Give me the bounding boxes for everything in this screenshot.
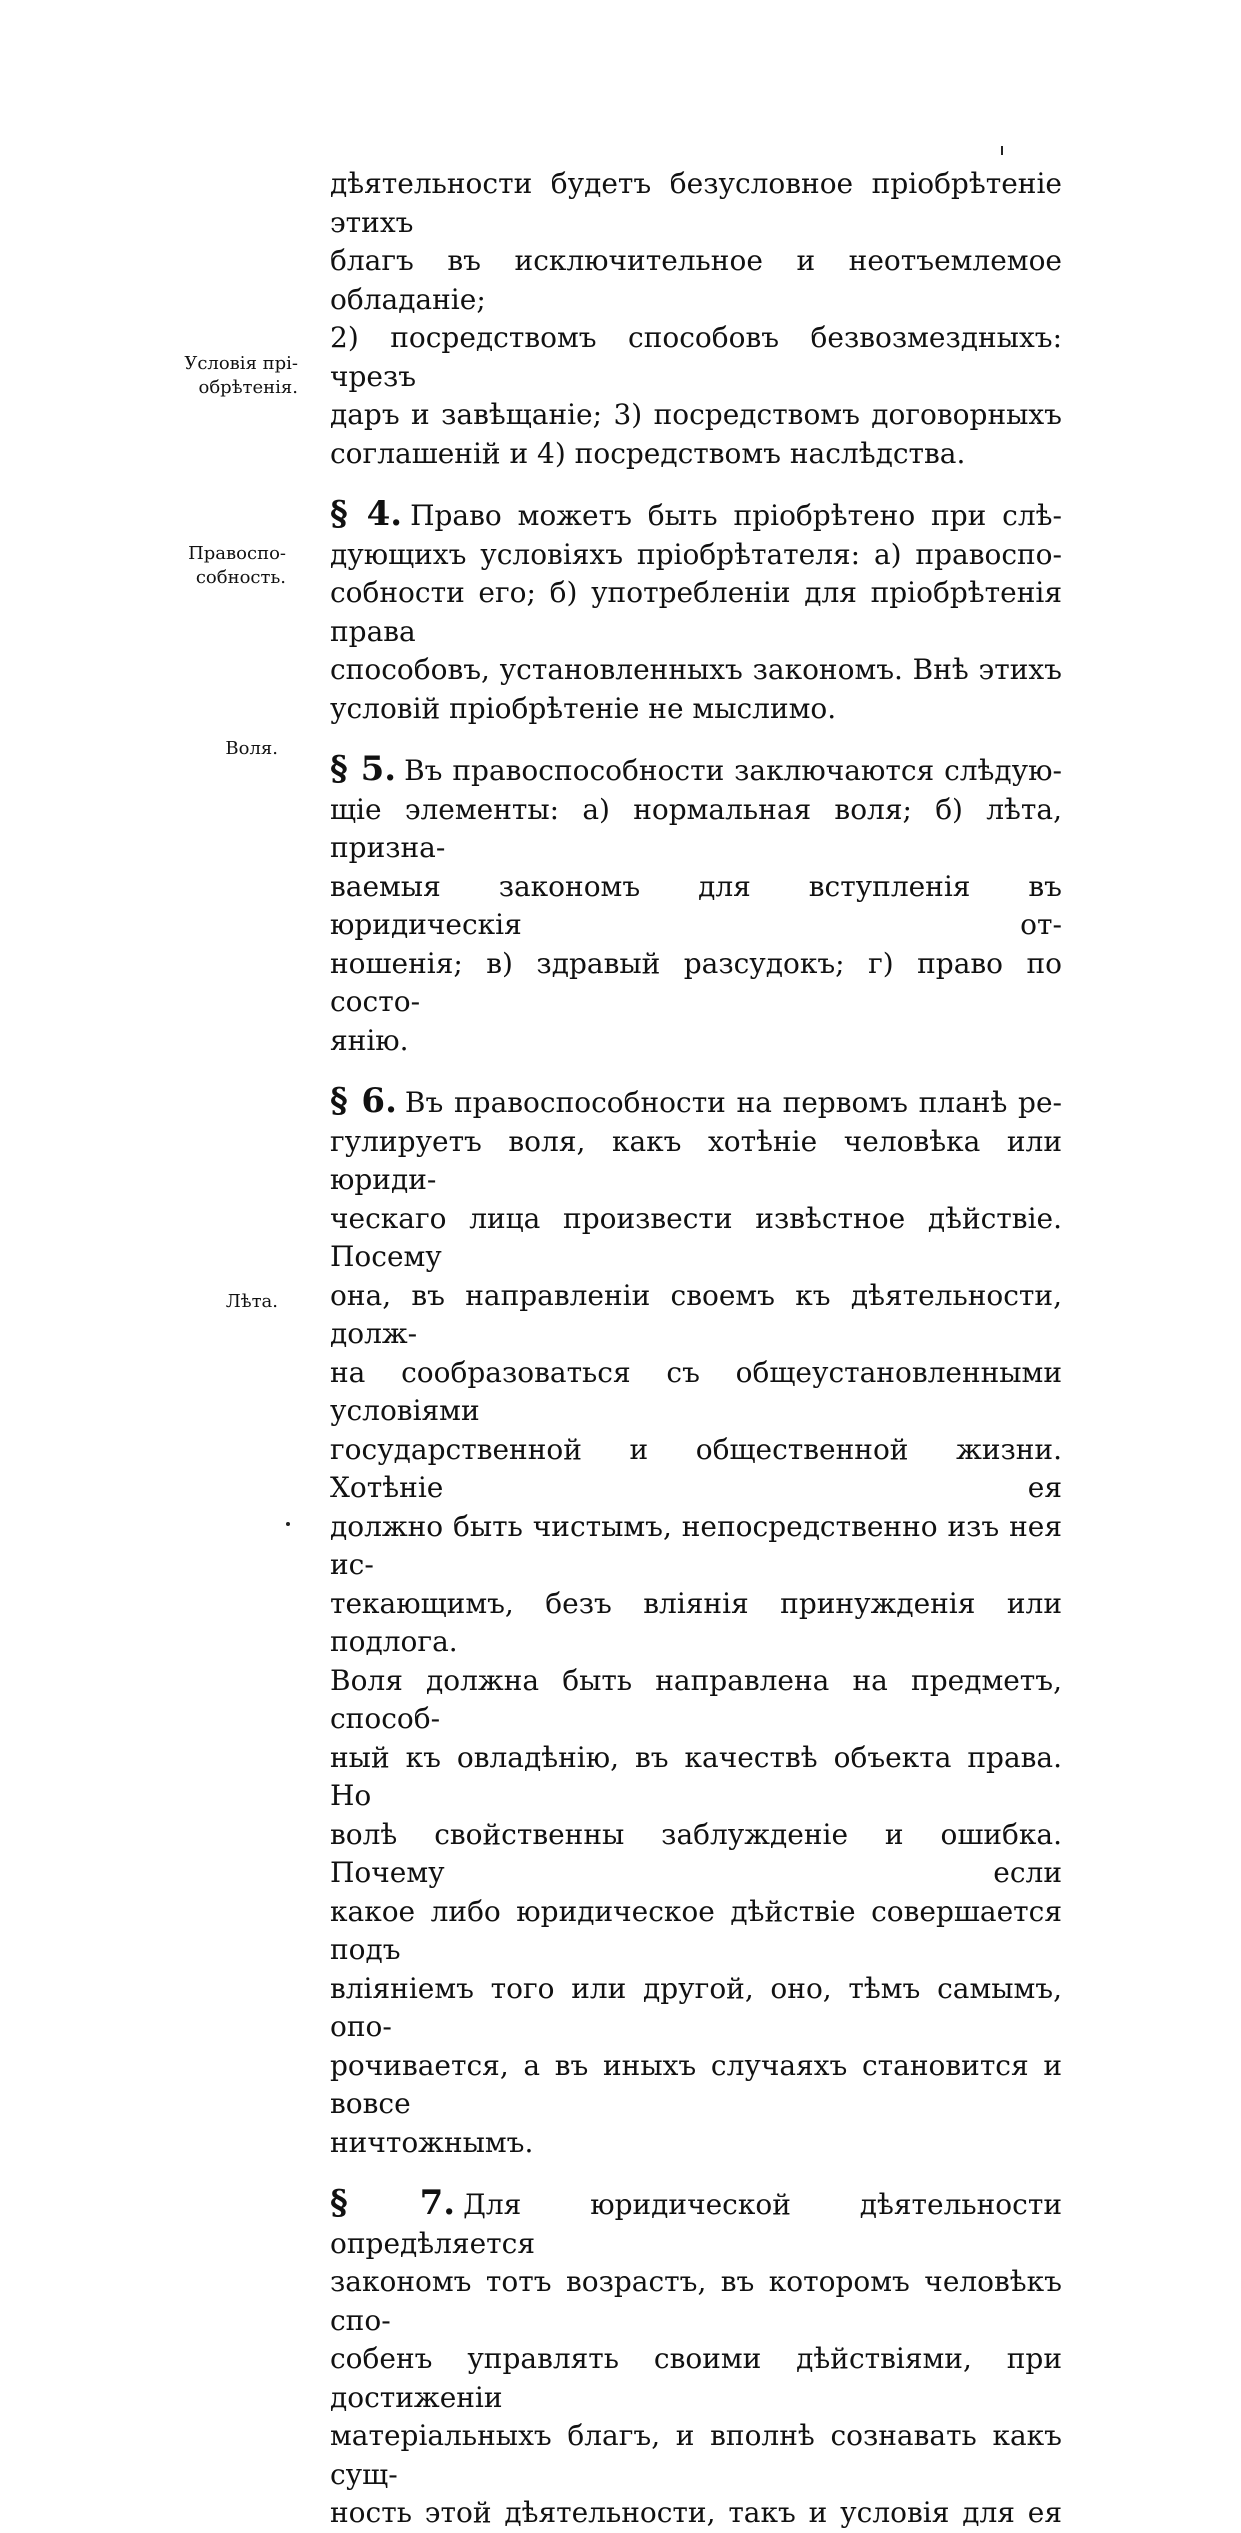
margin-note-line: Правоспо- [188,543,286,564]
text-line: она, въ направленіи своемъ къ дѣятельности, долж- [330,1278,1062,1350]
text-line: государственной и общественной жизни. Хотѣніе ея [330,1432,1062,1504]
margin-note-line: Условія прі- [184,353,298,374]
text-line: должно быть чистымъ, непосредственно изъ нея ис- [330,1509,1062,1581]
section-number: § 7. [330,2183,456,2223]
text-line: волѣ свойственны заблужденіе и ошибка. Почему если [330,1817,1062,1889]
text-line: на сообразоваться съ общеустановленными условіями [330,1355,1062,1427]
text-line: Въ правоспособности заключаются слѣдую- [404,754,1062,787]
margin-note-4 [148,352,298,400]
margin-note-line: Воля. [225,738,278,759]
text-line: ношенія; в) здравый разсудокъ; г) право по состо- [330,946,1062,1018]
text-line: собенъ управлять своими дѣйствіями, при достиженіи [330,2342,1062,2414]
text-line: способовъ, установленныхъ закономъ. Внѣ этихъ [330,653,1062,686]
text-line: даръ и завѣщаніе; 3) посредствомъ договорныхъ [330,398,1062,431]
text-line: Право можетъ быть пріобрѣтено при слѣ- [410,499,1062,532]
text-line: щіе элементы: а) нормальная воля; б) лѣта, призна- [330,792,1062,864]
section-5-first-line [330,750,1062,791]
margin-note-line: Лѣта. [225,1291,278,1312]
section-number: § 6. [330,1081,397,1121]
margin-note-6 [128,737,278,761]
text-line: гулируетъ воля, какъ хотѣніе человѣка или юриди- [330,1124,1062,1196]
main-text [330,165,1062,2533]
text-line: Воля должна быть направлена на предметъ, способ- [330,1663,1062,1735]
text-line: матеріальныхъ благъ, и вполнѣ сознавать какъ сущ- [330,2419,1062,2491]
text-line: соглашеній и 4) посредствомъ наслѣдства. [330,436,966,470]
text-line: Въ правоспособности на первомъ планѣ ре- [404,1086,1062,1119]
text-line: какое либо юридическое дѣйствіе совершается подъ [330,1894,1062,1966]
section-number: § 5. [330,749,397,789]
text-line: дѣятельности будетъ безусловное пріобрѣтеніе этихъ [330,167,1062,239]
text-line: условій пріобрѣтеніе не мыслимо. [330,691,837,725]
page-speck [286,1522,290,1526]
page-speck [1001,146,1003,155]
text-line: собности его; б) употребленіи для пріобрѣтенія права [330,576,1062,648]
text-line: дующихъ условіяхъ пріобрѣтателя: а) правоспо- [330,537,1062,571]
margin-note-5 [136,542,286,590]
text-line: вліяніемъ того или другой, оно, тѣмъ самымъ, опо- [330,1971,1062,2043]
text-line: Для юридической дѣятельности опредѣляется [330,2188,1062,2260]
margin-note-line: обрѣтенія. [198,377,298,398]
text-line: ваемыя закономъ для вступленія въ юридическія от- [330,869,1062,941]
text-line: ный къ овладѣнію, въ качествѣ объекта права. Но [330,1740,1062,1812]
text-line: ность этой дѣятельности, такъ и условія для ея [330,2496,1062,2529]
text-line: ческаго лица произвести извѣстное дѣйствіе. Посему [330,1201,1062,1273]
text-line: благъ въ исключительное и неотъемлемое обладаніе; [330,244,1062,316]
text-line: ничтожнымъ. [330,2125,534,2159]
section-6-first-line [330,1082,1062,1123]
text-line: закономъ тотъ возрастъ, въ которомъ человѣкъ спо- [330,2265,1062,2337]
text-line: рочивается, а въ иныхъ случаяхъ становится и вовсе [330,2048,1062,2120]
section-4-first-line [330,495,1062,536]
margin-note-7 [128,1290,278,1314]
section-7-first-line [330,2184,1062,2263]
margin-note-line: собность. [195,567,286,588]
section-number: § 4. [330,494,403,534]
text-line: 2) посредствомъ способовъ безвозмездныхъ: чрезъ [330,321,1062,393]
text-line: текающимъ, безъ вліянія принужденія или подлога. [330,1586,1062,1658]
text-line: янію. [330,1023,409,1057]
